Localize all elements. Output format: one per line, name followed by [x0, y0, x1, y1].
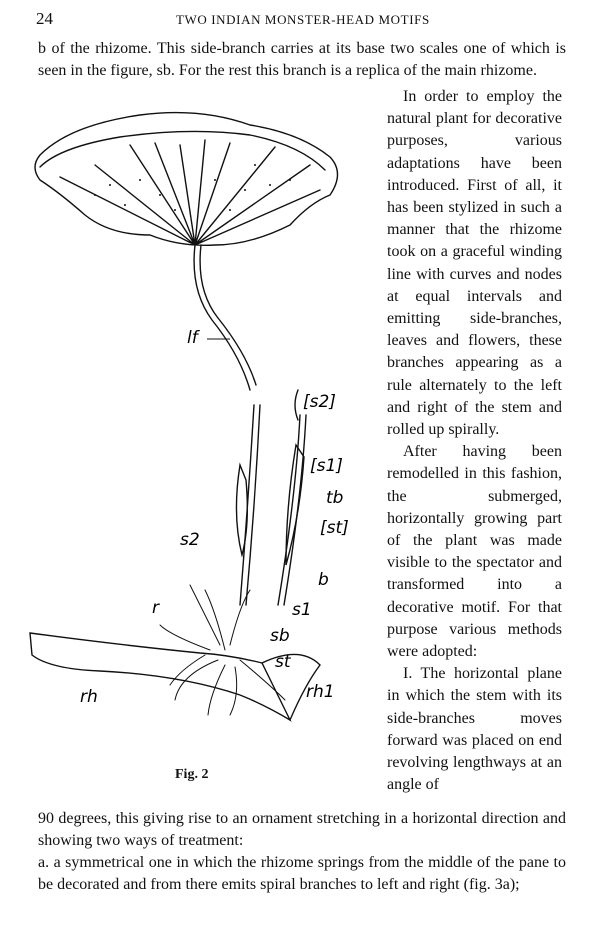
column-paragraph-1: In order to employ the natural plant for decorative purposes, various adaptations have been introduced. First of all, it has been stylized in such a manner that the rhizome took on a graceful winding line with curves and nodes at equal intervals and emitting side-branches, leaves and flowers, these branches appearing as a rule alternately to the left and right of the stem and rolled up spirally. [387, 88, 562, 439]
label-st: st [275, 652, 291, 672]
label-rh: rh [80, 687, 98, 707]
right-column-text [387, 86, 562, 797]
label-b: b [318, 570, 329, 590]
label-st-bracket: [st] [320, 518, 349, 538]
label-rh1: rh1 [306, 682, 335, 702]
label-sb: sb [270, 626, 290, 646]
leaf-s2 [236, 465, 247, 555]
lotus-leaf [35, 113, 338, 246]
continuation-paragraph: 90 degrees, this giving rise to an ornament stretching in a horizontal direction and showing two ways of treatment: [38, 810, 566, 849]
lotus-plant-illustration [0, 85, 380, 805]
list-item-a: a. a symmetrical one in which the rhizome springs from the middle of the pane to be decorated and from there emits spiral branches to left and right (fig. 3a); [38, 854, 566, 893]
column-paragraph-3: I. The horizontal plane in which the stem with its side-branches moves forward was placed on end revolving lengthways at an angle of [387, 665, 562, 794]
bud-tb [286, 445, 304, 565]
column-paragraph-2: After having been remodelled in this fashion, the submerged, horizontally growing part of the plant was made visible to the spectator and transformed into a decorative motif. For that purpose various methods were adopted: [387, 443, 562, 661]
stem-s1 [278, 415, 306, 605]
label-s1: s1 [292, 600, 312, 620]
roots [160, 585, 285, 715]
figure-caption: Fig. 2 [175, 767, 209, 782]
leaf-stalk [194, 245, 250, 390]
page-number: 24 [36, 9, 53, 28]
label-s2: s2 [180, 530, 200, 550]
label-tb: tb [326, 488, 344, 508]
label-lf: lf [187, 328, 198, 348]
running-head: TWO INDIAN MONSTER-HEAD MOTIFS [176, 12, 430, 27]
lead-paragraph [38, 38, 566, 82]
label-r: r [152, 598, 159, 618]
lead-text: b of the rhizome. This side-branch carries at its base two scales one of which is seen in the figure, sb. For the rest this branch is a replica of the main rhizome. [38, 40, 566, 79]
label-s2-bracket: [s2] [303, 392, 336, 412]
bottom-text [38, 808, 566, 896]
rhizome [30, 633, 290, 720]
label-s1-bracket: [s1] [310, 456, 343, 476]
stem-s2 [240, 405, 260, 605]
